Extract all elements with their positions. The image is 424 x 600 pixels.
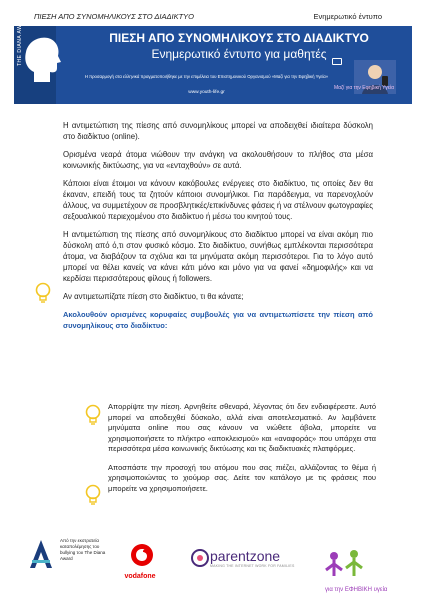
top-bar	[0, 0, 424, 26]
paragraph-5: Αν αντιμετωπίζατε πίεση στο διαδίκτυο, τι θα κάνατε;	[63, 292, 244, 301]
tips-list	[108, 402, 376, 502]
camera-icon	[332, 58, 342, 65]
footer-logos	[0, 536, 424, 600]
anti-bullying-logo-icon	[26, 538, 56, 572]
banner-title: ΠΙΕΣΗ ΑΠΟ ΣΥΝΟΜΗΛΙΚΟΥΣ ΣΤΟ ΔΙΑΔΙΚΤΥΟ	[109, 31, 369, 45]
header-banner	[14, 12, 412, 104]
lightbulb-icon	[84, 404, 102, 426]
banner-subtitle: Ενημερωτικό έντυπο για μαθητές	[151, 47, 327, 61]
parentzone-tagline: MAKING THE INTERNET WORK FOR FAMILIES	[210, 564, 295, 568]
tip-1: Απορρίψτε την πίεση. Αρνηθείτε σθεναρά, λέγοντας ότι δεν ενδιαφέρεστε. Αυτό μπορεί να αποδειχθεί δύσκολο, αλλά είναι αποτελεσματικό. Αν λαμβάνετε μηνύματα online που σας κάνουν να νιώθετε άβολα, μπορείτε να χρησιμοποιήσετε το πλήκτρο «αποκλεισμού» και «αναφοράς» που υπάρχει στα περισσότερα μέσα κοινωνικής δικτύωσης και τις διαδικτυακές πλατφόρμες.	[108, 402, 376, 453]
youth-health-text: για την ΕΦΗΒΙΚΗ υγεία	[325, 587, 388, 593]
banner-description: Η προσαρμογή στα ελληνικά πραγματοποιήθηκε με την επιμέλεια του Επιστημονικού Οργανισμού «Μαζί για την Εφηβική Υγεία»	[84, 74, 329, 79]
vodafone-text: vodafone	[124, 573, 156, 580]
paragraph-1: Η αντιμετώπιση της πίεσης από συνομηλίκους μπορεί να αποδειχθεί ιδιαίτερα δύσκολη στο διαδίκτυο (online).	[63, 121, 373, 141]
lightbulb-icon	[34, 282, 52, 304]
paragraph-4: Η αντιμετώπιση της πίεσης από συνομηλίκους στο διαδίκτυο μπορεί να είναι ακόμη πιο δύσκολη από ό,τι στον φυσικό κόσμο. Στο διαδίκτυο, συνήθως εμπλέκονται περισσότερα άτομα, να διαβάζουν τα σχόλια και τα μηνύματα ακόμη περισσότεροι. Για το λόγο αυτό μπορεί να θέλει κανείς να κάνει κάτι μόνο και μόνο για να φανεί «δημοφιλής» και να κερδίσει περισσότερους φίλους ή followers.	[63, 230, 373, 283]
head-silhouette-icon	[20, 34, 62, 84]
banner-website: www.youth-life.gr	[188, 90, 225, 95]
parentzone-text: parentzone	[210, 548, 281, 564]
anti-bullying-text: Από την εκστρατεία καταπολέμησης του bullying του The Diana Award	[60, 538, 106, 561]
lightbulb-icon	[84, 484, 102, 506]
tips-heading: Ακολουθούν ορισμένες κορυφαίες συμβουλές για να αντιμετωπίσετε την πίεση από συνομηλίκους στο διαδίκτυο:	[63, 310, 373, 330]
banner-logo-text: Μαζί για την Εφηβική Υγεία	[333, 85, 394, 91]
paragraph-2: Ορισμένα νεαρά άτομα νιώθουν την ανάγκη να ακολουθήσουν το πλήθος στα μέσα κοινωνικής δικτύωσης, για να «ενταχθούν» σε αυτά.	[63, 150, 373, 170]
tip-2: Αποσπάστε την προσοχή του ατόμου που σας πιέζει, αλλάζοντας το θέμα ή χρησιμοποιώντας το χιούμορ σας. Δείτε τον κατάλογο με τις φράσεις που μπορείτε να χρησιμοποιήσετε.	[108, 462, 376, 493]
top-right-title: Ενημερωτικό έντυπο	[313, 12, 382, 21]
main-content	[63, 120, 373, 338]
diana-award-vertical: THE DIANA AWARD	[17, 12, 23, 66]
paragraph-3: Κάποιοι είναι έτοιμοι να κάνουν κακόβουλες ενέργειες στο διαδίκτυο, τις οποίες δεν θα έκαναν, επειδή τους τα ζητούν κάποιοι συνομήλικοι. Για παράδειγμα, να παρενοχλούν άλλους, να συμμετέχουν σε προσβλητικές/επικίνδυνες φάσεις ή να στέλνουν φωτογραφίες σεξουαλικού περιεχομένου στο διαδίκτυο ή μέσω του κινητού τους.	[63, 179, 373, 221]
top-left-title: ΠΙΕΣΗ ΑΠΟ ΣΥΝΟΜΗΛΙΚΟΥΣ ΣΤΟ ΔΙΑΔΙΚΤΥΟ	[34, 12, 194, 21]
